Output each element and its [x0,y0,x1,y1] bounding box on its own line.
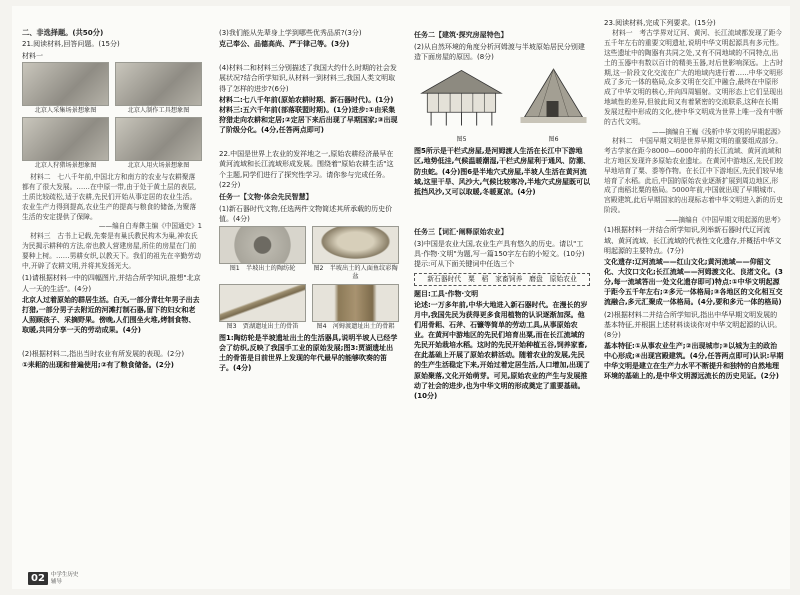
task3-heading: 任务三【词汇·阐释原始农业】 [414,228,508,237]
q21-sub4-question: (4)材料二和材料三分别描述了我国大约什么时期的社会发展状况?结合所学知识,从材料一到材料三,我国人类文明取得了怎样的进步?(6分) [219,64,397,93]
material1-label: 材料一 [22,51,43,60]
column-4 [604,18,784,571]
relic-caption: 图3 贾湖遗址出土的骨笛 [226,322,299,330]
column-3 [414,28,590,571]
section-title: 二、非选择题。(共50分) [22,28,104,37]
image-caption: 北京人用火场景想象图 [127,162,190,170]
publication-brand: 中学生历史辅导 [50,572,79,585]
pottery-spindle-whorl-photo [219,226,306,264]
task3-question: (3)中国是农业大国,农业生产具有悠久的历史。请以"工具·作物·文明"为题,写一篇150字左右的小短文。(10分)提示:可从下面关键词中任选三个 [414,240,585,269]
column-1 [22,28,202,571]
relic-caption: 图4 河姆渡遗址出土的骨耜 [316,322,395,330]
q21-sub4-answer: 材料二:七八千年前(原始农耕时期、新石器时代)。(1分)材料三:五六千年前(部落联盟时期)。(1分)进步:①由采集狩猎走向农耕和定居;②定居下来后出现了早期国家;③出现了阶级分化。(4分,任答两点即可) [219,95,398,135]
stilt-house-illustration [414,65,509,131]
task1-question: (1)新石器时代文物,任选两件文物简述其所承载的历史价值。(4分) [219,204,393,224]
image-block [115,62,202,115]
relic-block [219,226,306,281]
q23-material2: 材料二 中国早期文明是世界早期文明的重要组成部分。考古学家在距今8000—6000年前的长江流域、黄河流域和北方地区发现许多原始农业遗址。在黄河中游地区,先民们较早地培育了粟、黍等作物。在长江中下游地区,先民们较早地培育了水稻。此后,中国的原始农业逐渐扩展到周边地区,形成了南稻北粟的格局。5000年前,中国就出现了早期城市、宫殿建筑,此后早期国家的出现标志着中华文明进入新的历史阶段。 [604,137,783,215]
task2-heading: 任务二【建筑·探究房屋特色】 [414,31,508,39]
q23-stem: 23.阅读材料,完成下列要求。(15分) [604,19,716,27]
exam-answer-sheet [12,6,790,589]
painted-pottery-basin-photo [312,226,399,264]
q21-sub2-question: (2)根据材料二,指出当时农业有所发展的表现。(2分) [22,350,185,359]
relic-block [312,284,399,331]
page-number-badge [28,572,79,585]
q22-stem: 22.中国是世界上农业的发祥地之一,原始农耕经济最早在黄河流域和长江流域形成发展。围绕着"原始农耕生活"这个主题,同学们进行了探究性学习。请你参与完成任务。(22分) [219,150,394,189]
caveman-toolmaking-illustration [115,62,202,106]
essay-title: 题目:工具·作物·文明 [414,290,479,299]
relics-grid [219,226,399,330]
essay-answer: 论述:一万多年前,中华大地进入新石器时代。在漫长的岁月中,我国先民为获得更多食用植物的认识逐渐加深。他们用骨耜、石斧、石镰等简单的劳动工具,从事原始农业。在黄河中游地区的先民们培育出粟,而在长江流域的先民开始栽培水稻。这时的先民开始种植五谷,饲养家畜,在此基础上开展了原始农耕活动。随着农业的发展,先民的生产生活稳定下来,开始过着定居生活,人口增加,出现了原始聚落,文化开始萌芽。可见,原始农业的产生与发展推动了社会的进步,也为中华文明的形成奠定了重要基础。(10分) [414,300,590,400]
bone-flute-photo [219,284,306,322]
image-block [22,117,109,170]
keyword-box: 新石器时代 粟 稻 家畜饲养 磨盘 原始农业 [414,273,590,287]
relic-block [219,284,306,331]
caveman-hunting-illustration [22,117,109,161]
material2-source: ——编自白寿彝主编《中国通史》1 [98,222,202,231]
task1-answer: 图1:陶纺轮是半坡遗址出土的生活器具,说明半坡人已经学会了纺织,反映了我国手工业的原始发展;图3:贾湖遗址出土的骨笛是目前世界上发现的年代最早的能够吹奏的笛子。(4分) [219,333,398,372]
relic-caption: 图1 半坡出土的陶纺轮 [229,265,296,273]
q21-sub1-question: (1)请根据材料一中的四幅图片,并结合所学知识,推想"北京人一天的生活"。(4分) [22,274,201,293]
column-2 [219,28,399,571]
figure5-caption: 图5 [456,135,467,143]
q23-material2-source: ——摘编自《中国早期文明起源的思考》 [665,215,784,224]
q21-stem: 21.阅读材料,回答问题。(15分) [22,40,120,49]
relic-block [312,226,399,281]
task2-answer: 图5所示是干栏式房屋,是河姆渡人生活在长江中下游地区,地势低洼,气候温暖潮湿,干栏式房屋利于通风、防潮、防虫蛇。(4分)图6是半地穴式房屋,半坡人生活在黄河流域,这里干旱、风沙大,气候比较寒冷,半地穴式房屋既可以抵挡风沙,又可以取暖,冬暖夏凉。(4分) [414,147,590,196]
material2-text: 材料二 七八千年前,中国北方和南方的农业与农耕聚落都有了很大发展。……在中原一带,由于处于黄土层的表层,土质比较疏松,适于农耕,先民们开始从事定居的农业生活。农业生产力得到提高,农业生产的提高与粮食的储备,为聚落生活的安定提供了保障。 [22,173,197,221]
q21-sub3-answer: 克己奉公、品德高尚、严于律己等。(3分) [219,40,350,49]
figure6-block [517,65,590,143]
image-block [22,62,109,115]
q21-sub3-question: (3)我们能从先辈身上学到哪些优秀品质?(3分) [219,29,362,37]
q21-sub2-answer: ①耒耜的出现和普遍使用;②有了粮食储备。(2分) [22,361,174,370]
bone-plough-photo [312,284,399,322]
semi-subterranean-hut-illustration [517,65,590,131]
material3-text: 材料三 古书上记载,先秦是有巢氏教民构木为巢,神农氏为民揭示耕种的方法,帝也教人营建房屋,所住的房屋在门前要种上树。……男耕女织,以教天下。我们的祖先在辛勤劳动中,开辟了农耕文明,并将其发扬光大。 [22,231,201,270]
q23-material1: 材料一 考古学界对辽河、黄河、长江流域都发现了距今五千年左右的重要文明遗址,说明中华文明起源具有多元性。这些遗址中的陶器有共同之处,又有不同地域的不同特点,出土的玉器中有数以百计的精美玉器,对后世影响深远。上古时期,这一阶段文化交流在广大的地域内进行着……中华文明形成了多元一体的格局,众多文明在交汇中融合,最终在中原形成了中华文明的核心,并向四周辐射。文明形态上它们呈现出地域性的差异,但彼此间又有着紧密的交流联系,这种在长期发展过程中形成的文化,使中华文明成为世界上唯一没有中断的古代文明。 [604,29,783,126]
q23-material1-source: ——摘编自王巍《浅析中华文明的早期起源》 [652,127,784,136]
task1-heading: 任务一【文物·体会先民智慧】 [219,192,313,201]
caveman-fire-illustration [115,117,202,161]
q23-sub2-question: (2)根据材料二并结合所学知识,指出中华早期文明发展的基本特征,并根据上述材料谈谈你对中华文明起源的认识。(8分) [604,310,782,339]
dwellings-figures [414,65,590,143]
image-block [115,117,202,170]
q23-sub1-answer: 文化遗存:辽河流域——红山文化;黄河流域——仰韶文化、大汶口文化;长江流域——河姆渡文化、良渚文化。(3分,每一流域答出一处文化遗存即可)特点:①中华文明起源于距今五千年左右;②多元一体格局;③各地区的文化相互交流融合,多元汇聚成一体格局。(4分,要和多元一体的格局) [604,257,783,307]
image-caption: 北京人狩猎场景想象图 [34,162,97,170]
caveman-gathering-illustration [22,62,109,106]
page-number: 02 [28,572,48,585]
relic-caption: 图2 半坡出土的人面鱼纹彩陶盆 [313,265,398,280]
figure5-block [414,65,509,143]
q21-sub1-answer: 北京人过着原始的群居生活。白天,一部分青壮年男子出去打猎,一部分男子去附近的河滩打制石器,留下的妇女和老人照顾孩子、采摘野果。傍晚,人们围坐火堆,烤制食物、取暖,共同分享一天的劳动成果。(4分) [22,295,200,335]
image-caption: 北京人采集场景想象图 [34,106,97,114]
q23-sub1-question: (1)根据材料一并结合所学知识,列举新石器时代辽河流域、黄河流域、长江流域的代表性文化遗存,并概括中华文明起源的主要特点。(7分) [604,226,782,255]
task2-question: (2)从自然环境的角度分析河姆渡与半坡原始居民分别建造下面房屋的原因。(8分) [414,43,585,62]
q23-sub2-answer: 基本特征:①从事农业生产;②出现城市;③以城为主的政治中心形成;④出现宫殿建筑。(4分,任答两点即可)认识:早期中华文明是建立在生产力水平不断提升和独特的自然地理环境的基础上的,是中华文明源远流长的历史见证。(2分) [604,341,784,381]
q21-image-grid [22,62,202,171]
figure6-caption: 图6 [548,135,559,143]
image-caption: 北京人制作工具想象图 [127,106,190,114]
